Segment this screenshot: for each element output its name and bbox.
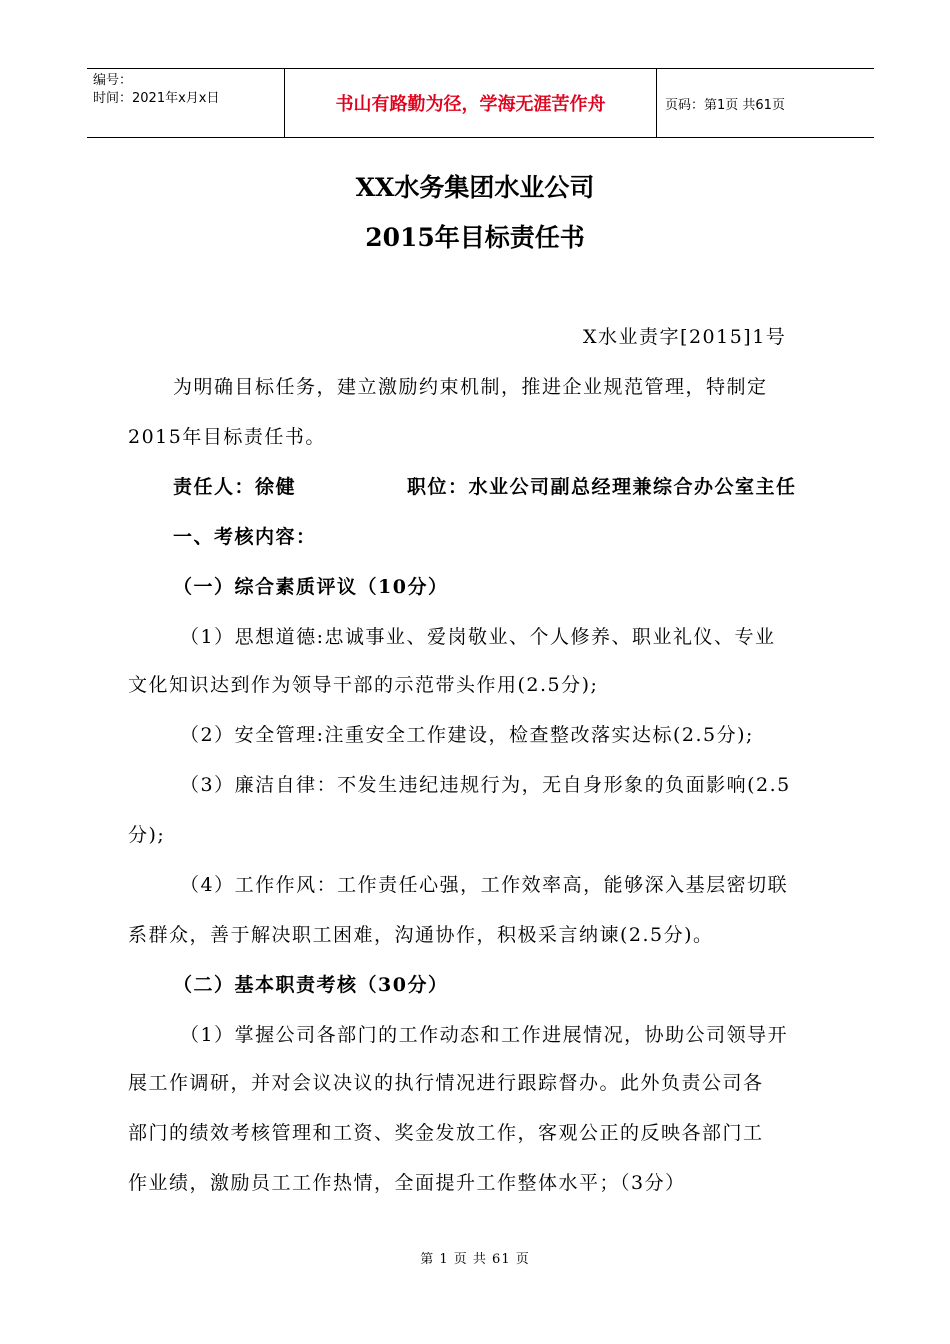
item-4-line-1: （4）工作作风：工作责任心强，工作效率高，能够深入基层密切联 — [180, 874, 789, 896]
section-heading-1: 一、考核内容： — [173, 526, 317, 548]
subsection-heading-1: （一）综合素质评议（10分） — [173, 576, 449, 598]
doc-number: X水业责字[2015]1号 — [583, 326, 787, 348]
item-3-line-1: （3）廉洁自律：不发生违纪违规行为，无自身形象的负面影响(2.5 — [180, 774, 791, 796]
responsible-person: 责任人：徐健 — [173, 476, 297, 498]
item-3-line-2: 分); — [128, 824, 166, 846]
number-label: 编号： — [93, 73, 133, 88]
page-footer: 第 1 页 共 61 页 — [420, 1252, 530, 1267]
intro-line-1: 为明确目标任务，建立激励约束机制，推进企业规范管理，特制定 — [173, 376, 768, 398]
subsection-heading-2: （二）基本职责考核（30分） — [173, 974, 449, 996]
item-4-line-2: 系群众，善于解决职工困难，沟通协作，积极采言纳谏(2.5分)。 — [128, 924, 714, 946]
header-motto: 书山有路勤为径，学海无涯苦作舟 — [285, 69, 657, 137]
item-1-line-1: （1）思想道德:忠诚事业、爱岗敬业、个人修养、职业礼仪、专业 — [180, 626, 776, 648]
item-1-line-2: 文化知识达到作为领导干部的示范带头作用(2.5分); — [128, 674, 599, 696]
item-2-line-1: （2）安全管理:注重安全工作建设，检查整改落实达标(2.5分); — [180, 724, 754, 746]
header-meta — [87, 69, 285, 137]
position: 职位：水业公司副总经理兼综合办公室主任 — [407, 476, 797, 498]
item-5-line-3: 部门的绩效考核管理和工资、奖金发放工作，客观公正的反映各部门工 — [128, 1122, 764, 1144]
item-5-line-1: （1）掌握公司各部门的工作动态和工作进展情况，协助公司领导开 — [180, 1024, 789, 1046]
item-5-line-2: 展工作调研，并对会议决议的执行情况进行跟踪督办。此外负责公司各 — [128, 1072, 764, 1094]
title-line-1: XX水务集团水业公司 — [355, 173, 595, 202]
item-5-line-4: 作业绩，激励员工工作热情，全面提升工作整体水平；（3分） — [128, 1172, 686, 1194]
header-table — [87, 68, 874, 138]
intro-line-2: 2015年目标责任书。 — [128, 426, 326, 448]
time-label: 时间：2021年x月x日 — [93, 91, 220, 106]
title-line-2: 2015年目标责任书 — [365, 223, 585, 252]
header-page-info: 页码：第1页 共61页 — [665, 97, 785, 113]
